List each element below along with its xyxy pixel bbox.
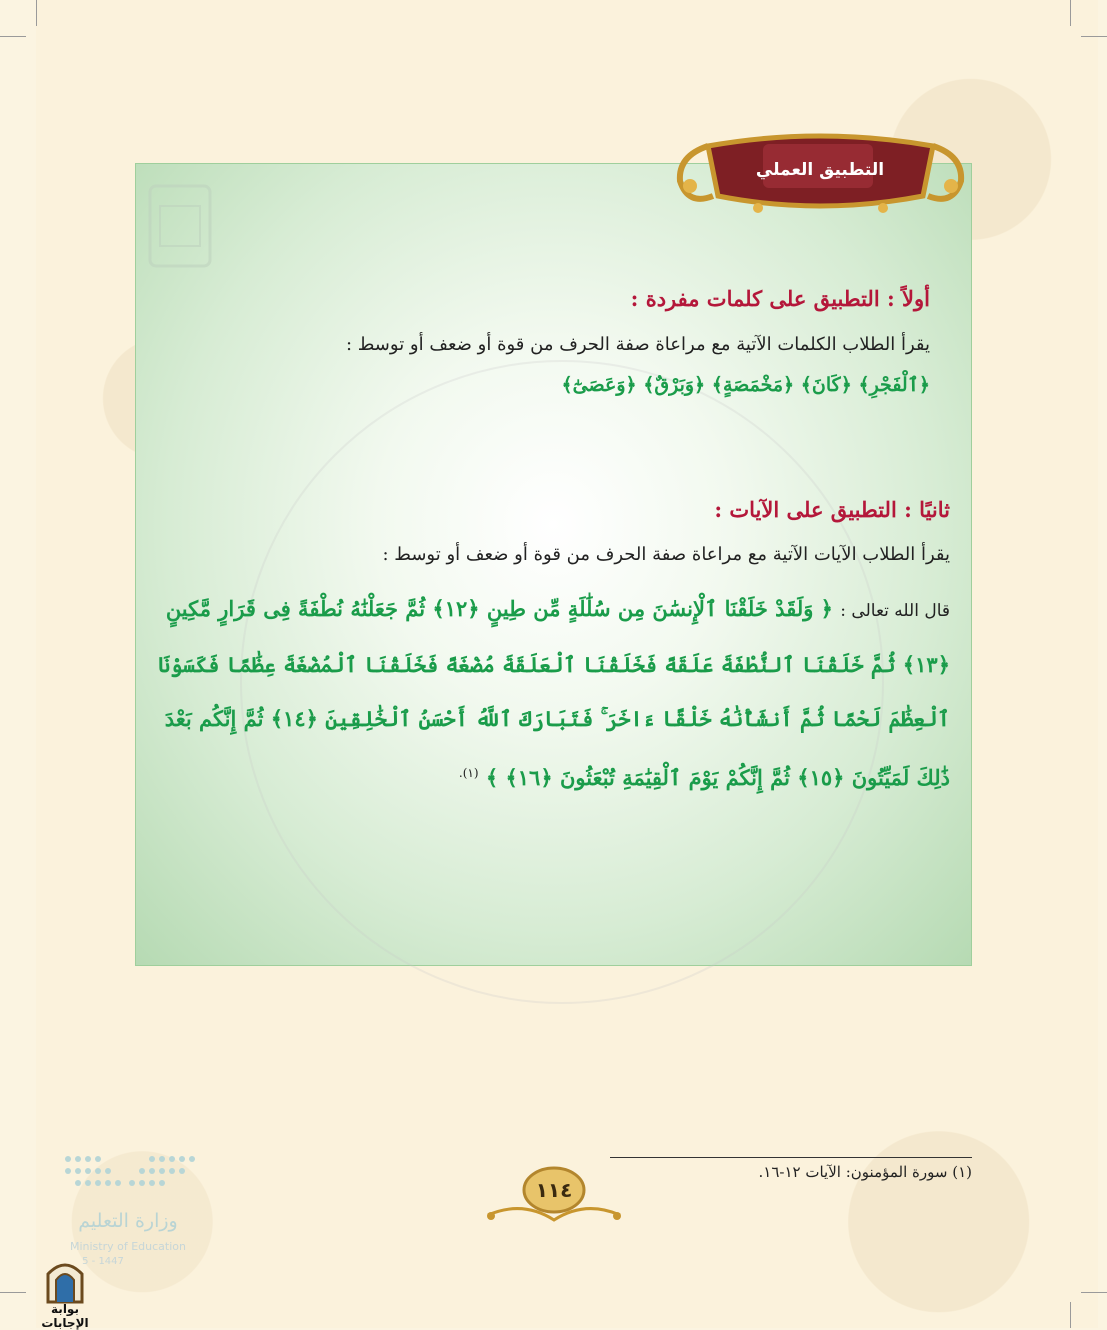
crop-mark <box>0 36 26 37</box>
crop-mark <box>1081 1292 1107 1293</box>
crop-mark <box>1070 0 1071 26</box>
footnote: (١) سورة المؤمنون: الآيات ١٢-١٦. <box>758 1163 972 1181</box>
ministry-logo-icon <box>62 1153 197 1198</box>
section1-words: ﴿ٱلْفَجْرِ﴾ ﴿كَانَ﴾ ﴿مَخْمَصَةٍ﴾ ﴿وَبَرْقٌ﴾ ﴿وَعَصَىٰٓ﴾ <box>561 374 930 396</box>
footnote-divider <box>610 1157 972 1158</box>
page-number: ١١٤ <box>535 1178 573 1202</box>
crop-mark <box>1081 36 1107 37</box>
quran-verses <box>150 582 950 805</box>
emblem-icon <box>140 176 220 276</box>
quran-text: ﴿ وَلَقَدْ خَلَقْنَا ٱلْإِنسَٰنَ مِن سُلَٰلَةٍ مِّن طِينٍ ﴿١٢﴾ ثُمَّ جَعَلْنَٰهُ نُطْفَةً فِى قَرَارٍ مَّكِينٍ ﴿١٣﴾ ثُمَّ خَلَقْنَا ٱلنُّطْفَةَ عَلَقَةً فَخَلَقْنَا ٱلْعَلَقَةَ مُضْغَةً فَخَلَقْنَا ٱلْمُضْغَةَ عِظَٰمًا فَكَسَوْنَا ٱلْعِظَٰمَ لَحْمًا ثُمَّ أَنشَأْنَٰهُ خَلْقًا ءَاخَرَ ۚ فَتَبَارَكَ ٱللَّهُ أَحْسَنُ ٱلْخَٰلِقِينَ ﴿١٤﴾ ثُمَّ إِنَّكُم بَعْدَ ذَٰلِكَ لَمَيِّتُونَ ﴿١٥﴾ ثُمَّ إِنَّكُمْ يَوْمَ ٱلْقِيَٰمَةِ تُبْعَثُونَ ﴿١٦﴾ ﴾ <box>157 596 950 790</box>
quran-intro: قال الله تعالى : <box>840 601 950 621</box>
gate-logo-icon <box>44 1256 86 1304</box>
crop-mark <box>0 1292 26 1293</box>
ministry-name-arabic: وزارة التعليم <box>78 1210 178 1232</box>
section2-heading: ثانيًا : التطبيق على الآيات : <box>714 497 950 522</box>
quran-footnote-ref: (١). <box>458 766 479 780</box>
section2-instruction: يقرأ الطلاب الآيات الآتية مع مراعاة صفة الحرف من قوة أو ضعف أو توسط : <box>382 544 950 565</box>
banner-title: التطبيق العملي <box>755 160 885 180</box>
section1-heading: أولاً : التطبيق على كلمات مفردة : <box>630 286 930 311</box>
crop-mark <box>1070 1302 1071 1328</box>
ministry-name-english: Ministry of Education <box>69 1240 186 1253</box>
gate-label: بوابة الإجابات <box>41 1302 89 1330</box>
crop-mark <box>36 0 37 26</box>
section1-instruction: يقرأ الطلاب الكلمات الآتية مع مراعاة صفة الحرف من قوة أو ضعف أو توسط : <box>345 334 930 355</box>
ministry-year: 5 - 1447 <box>82 1256 124 1267</box>
